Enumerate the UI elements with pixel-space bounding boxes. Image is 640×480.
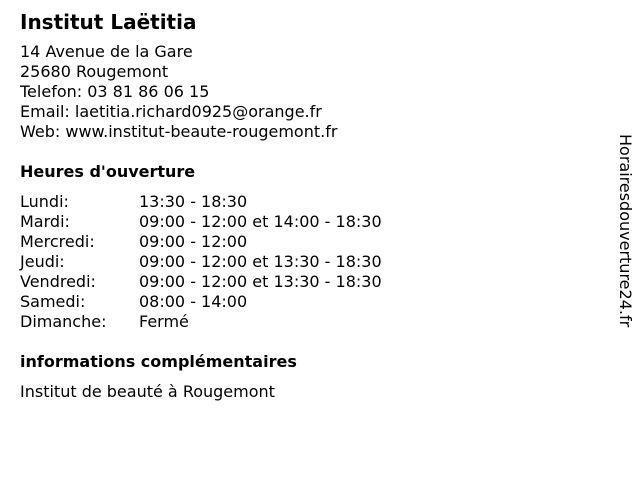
address-city: 25680 Rougemont [20, 62, 169, 81]
hours-row-wednesday [20, 232, 600, 252]
day-hours: 08:00 - 14:00 [139, 292, 248, 311]
day-hours: 09:00 - 12:00 et 13:30 - 18:30 [139, 252, 382, 271]
contact-block [20, 42, 600, 142]
additional-info-heading: informations complémentaires [20, 352, 297, 371]
hours-row-thursday [20, 252, 600, 272]
business-name: Institut Laëtitia [20, 10, 197, 34]
day-hours: Fermé [139, 312, 189, 331]
day-hours: 09:00 - 12:00 et 14:00 - 18:30 [139, 212, 382, 231]
site-watermark: Horairesdouverture24.fr [616, 134, 635, 328]
additional-info-text: Institut de beauté à Rougemont [20, 382, 275, 401]
day-hours: 09:00 - 12:00 et 13:30 - 18:30 [139, 272, 382, 291]
hours-row-tuesday [20, 212, 600, 232]
hours-row-sunday [20, 312, 600, 332]
day-label: Lundi: [20, 192, 69, 211]
hours-row-monday [20, 192, 600, 212]
opening-hours-table [20, 192, 600, 332]
day-label: Mardi: [20, 212, 70, 231]
day-label: Dimanche: [20, 312, 107, 331]
address-street: 14 Avenue de la Gare [20, 42, 193, 61]
day-label: Jeudi: [20, 252, 65, 271]
website-url: Web: www.institut-beaute-rougemont.fr [20, 122, 338, 141]
day-label: Mercredi: [20, 232, 95, 251]
day-label: Samedi: [20, 292, 86, 311]
business-info-card [20, 10, 600, 402]
day-hours: 09:00 - 12:00 [139, 232, 248, 251]
phone-number: Telefon: 03 81 86 06 15 [20, 82, 210, 101]
day-label: Vendredi: [20, 272, 96, 291]
opening-hours-heading: Heures d'ouverture [20, 162, 196, 181]
day-hours: 13:30 - 18:30 [139, 192, 248, 211]
hours-row-saturday [20, 292, 600, 312]
hours-row-friday [20, 272, 600, 292]
email-address: Email: laetitia.richard0925@orange.fr [20, 102, 322, 121]
